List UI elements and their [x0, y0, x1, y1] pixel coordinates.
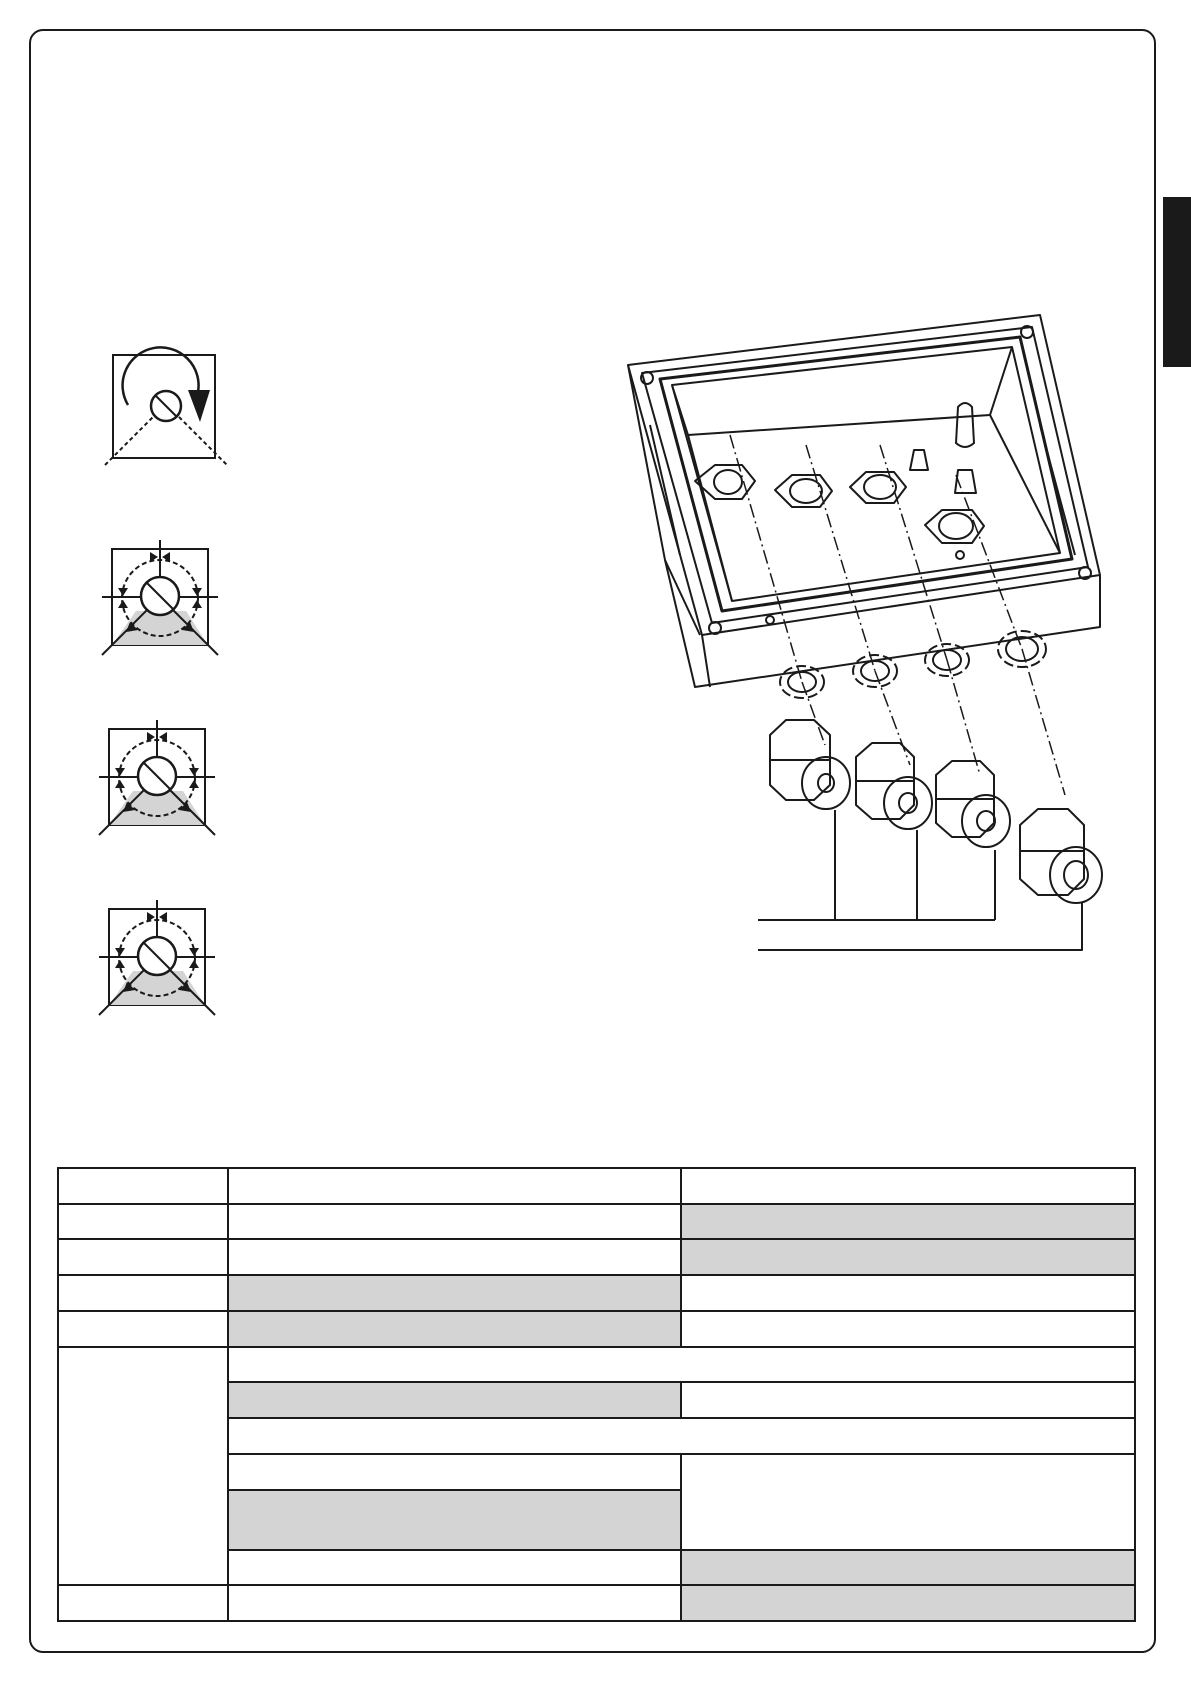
table-cell — [58, 1585, 228, 1621]
opening-angle-icon — [97, 720, 222, 840]
table-row — [58, 1204, 1135, 1240]
table-cell — [58, 1239, 228, 1275]
table-cell — [681, 1239, 1135, 1275]
table-cell — [228, 1347, 1135, 1383]
table-cell — [681, 1454, 1135, 1550]
table-cell — [58, 1168, 228, 1204]
table-row — [58, 1347, 1135, 1383]
table-row — [58, 1239, 1135, 1275]
table-cell — [681, 1275, 1135, 1311]
table-cell — [681, 1168, 1135, 1204]
rotation-screw-icon — [100, 350, 230, 475]
table-cell — [228, 1418, 1135, 1454]
opening-angle-icon — [100, 540, 225, 660]
table-cell — [58, 1275, 228, 1311]
table-row — [58, 1311, 1135, 1347]
table-cell — [228, 1550, 681, 1586]
table-cell — [681, 1585, 1135, 1621]
table-cell — [228, 1382, 681, 1418]
table-cell — [228, 1168, 681, 1204]
table-cell — [58, 1347, 228, 1586]
table-cell — [681, 1382, 1135, 1418]
table-cell — [681, 1311, 1135, 1347]
table-cell — [228, 1311, 681, 1347]
junction-box-exploded-icon — [620, 305, 1140, 965]
table-cell — [681, 1204, 1135, 1240]
table-cell — [228, 1490, 681, 1550]
table-cell — [228, 1275, 681, 1311]
table-row — [58, 1275, 1135, 1311]
table-cell — [228, 1204, 681, 1240]
spec-table — [57, 1167, 1136, 1622]
table-cell — [228, 1585, 681, 1621]
opening-angle-icon — [97, 900, 222, 1020]
table-cell — [228, 1454, 681, 1490]
table-row — [58, 1168, 1135, 1204]
table-cell — [681, 1550, 1135, 1586]
table-row — [58, 1585, 1135, 1621]
table-cell — [228, 1239, 681, 1275]
table-cell — [58, 1311, 228, 1347]
table-cell — [58, 1204, 228, 1240]
section-tab-marker — [1163, 197, 1191, 367]
